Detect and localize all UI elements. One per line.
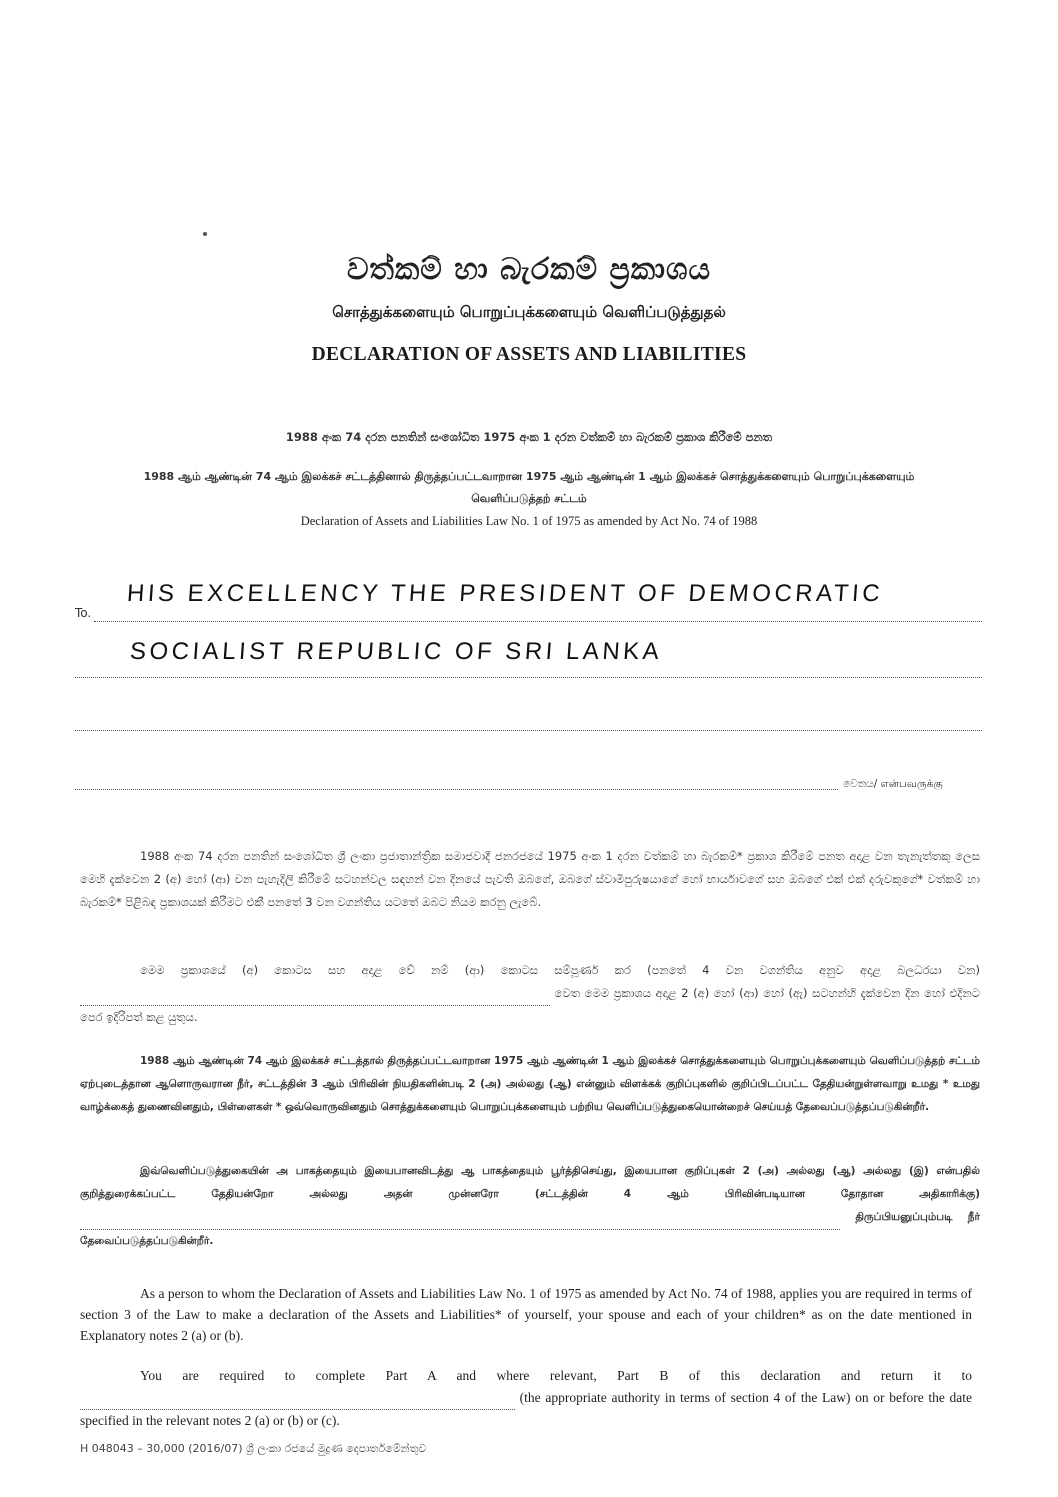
title-tamil: சொத்துக்களையும் பொறுப்புக்களையும் வெளிப்படுத்துதல்: [332, 303, 726, 321]
address-line-3: [75, 730, 982, 731]
paragraph-sinhala-2: [80, 959, 980, 1029]
paragraph-english-2: [80, 1365, 972, 1432]
paragraph-tamil-2-end: திருப்பியனுப்பும்படி நீர் தேவைப்படுத்தப்படுகின்றீர்.: [80, 1211, 980, 1247]
print-code: H 048043 – 30,000 (2016/07) ශ්‍රී ලංකා රජයේ මුද්‍රණ දෙපාර්තමේන්තුව: [80, 1442, 427, 1455]
paragraph-sinhala-2-start: මෙම ප්‍රකාශයේ (අ) කොටස සහ අදාළ වේ නම් (ආ) කොටස සම්පූර්ණ කර (පනතේ 4 වන වගන්තිය අනුව අදාළ බලධරයා වන): [140, 963, 980, 977]
ink-speck: [203, 232, 207, 236]
address-line-4: [75, 789, 838, 790]
addressee-handwritten-line1: HIS EXCELLENCY THE PRESIDENT OF DEMOCRATIC: [126, 580, 884, 607]
law-title-tamil-line1: 1988 ஆம் ஆண்டின் 74 ஆம் இலக்கச் சட்டத்தினால் திருத்தப்பட்டவாறான 1975 ஆம் ஆண்டின் 1 ஆம் இலக்கச் சொத்துக்களையும் பொறுப்புக்களையும்: [143, 470, 915, 483]
paragraph-english-2-start: You are required to complete Part A and where relevant, Part B of this declaration and return it to: [140, 1368, 972, 1383]
paragraph-tamil-1: 1988 ஆம் ஆண்டின் 74 ஆம் இலக்கச் சட்டத்தால் திருத்தப்பட்டவாறான 1975 ஆம் ஆண்டின் 1 ஆம் இலக்கச் சொத்துக்களையும் பொறுப்புக்களையும் வெளிப்படுத்தற் சட்டம் ஏற்புடைத்தான ஆளொருவரான நீர், சட்டத்தின் 3 ஆம் பிரிவின் நியதிகளின்படி 2 (அ) அல்லது (ஆ) என்னும் விளக்கக் குறிப்புகளில் குறிப்பிடப்பட்ட தேதியன்றுள்ளவாறு உமது * உமது வாழ்க்கைத் துணைவினதும், பிள்ளைகள் * ஒவ்வொருவினதும் சொத்துக்களையும் பொறுப்புக்களையும் பற்றிய வெளிப்படுத்துகையொன்றைச் செய்யத் தேவைப்படுத்தப்படுகின்றீர்.: [80, 1055, 980, 1113]
title-english: DECLARATION OF ASSETS AND LIABILITIES: [311, 344, 747, 365]
addressee-suffix: වෙතය/ என்பவருக்கு: [843, 778, 943, 790]
law-title-tamil: [70, 466, 988, 510]
law-title-tamil-line2: வெளிப்படுத்தற் சட்டம்: [471, 492, 587, 505]
authority-blank-tamil: [80, 1206, 840, 1230]
paragraph-sinhala-1: 1988 අංක 74 දරන පනතින් සංශෝධිත ශ්‍රී ලංකා ප්‍රජාතාන්ත්‍රික සමාජවාදී ජනරජයේ 1975 අංක 1 දරන වත්කම් හා බැරකම්* ප්‍රකාශ කිරීමේ පනත අදාළ වන තැනැත්තකු ලෙස මෙහි දැක්වෙන 2 (අ) හෝ (ආ) වන පැහැදිලි කිරීමේ සටහන්වල සඳහන් වන දිනයේ පැවති ඔබගේ, ඔබගේ ස්වාමිපුරුෂයාගේ හෝ භාර්යාවගේ සහ ඔබගේ එක් එක් දරුවකුගේ* වත්කම් හා බැරකම්* පිළිබඳ ප්‍රකාශයක් කිරීමට එකී පනතේ 3 වන වගන්තිය යටතේ ඔබට නියම කරනු ලැබේ.: [80, 849, 980, 909]
authority-blank-sinhala: [80, 982, 550, 1006]
to-label: To.: [75, 606, 92, 620]
law-title-english: Declaration of Assets and Liabilities Law No. 1 of 1975 as amended by Act No. 74 of 1988: [300, 514, 758, 528]
title-sinhala: වත්කම් හා බැරකම් ප්‍රකාශය: [346, 252, 712, 287]
authority-blank-english: [80, 1387, 515, 1410]
paragraph-english-2-mid: (the appropriate authority in terms of section 4 of the Law) on or before: [519, 1390, 924, 1405]
paragraph-english-2-end: the date specified in the relevant notes 2 (a) or (b) or (c).: [80, 1390, 973, 1428]
addressee-handwritten-line2: SOCIALIST REPUBLIC OF SRI LANKA: [129, 638, 664, 665]
address-line-1: [94, 621, 982, 622]
address-line-2: [75, 677, 982, 678]
paragraph-tamil-2-start: இவ்வெளிப்படுத்துகையின் அ பாகத்தையும் இயைபானவிடத்து ஆ பாகத்தையும் பூர்த்திசெய்து, இயைபான குறிப்புகள் 2 (அ) அல்லது (ஆ) அல்லது (இ) என்பதில் குறித்துரைக்கப்பட்ட தேதியன்றோ அல்லது அதன் முன்னரோ (சட்டத்தின் 4 ஆம் பிரிவின்படியான தோதான அதிகாரிக்கு): [80, 1165, 980, 1200]
paragraph-tamil-2: [80, 1160, 980, 1253]
law-title-sinhala: 1988 අංක 74 දරන පනතින් සංශෝධිත 1975 අංක 1 දරන වත්කම් හා බැරකම් ප්‍රකාශ කිරීමේ පනත: [285, 430, 773, 444]
paragraph-english-1: As a person to whom the Declaration of Assets and Liabilities Law No. 1 of 1975 as amended by Act No. 74 of 1988, applies you are required in terms of section 3 of the Law to make a declaration of the Assets and Liabilities* of yourself, your spouse and each of your children* as on the date mentioned in Explanatory notes 2 (a) or (b).: [80, 1286, 972, 1343]
paragraph-sinhala-2-end: වෙත මෙම ප්‍රකාශය අදාළ 2 (අ) හෝ (ආ) හෝ (ඇ) සටහන්හි දැක්වෙන දින හෝ එදිනට පෙර ඉදිරිපත් කළ යුතුය.: [80, 986, 980, 1024]
